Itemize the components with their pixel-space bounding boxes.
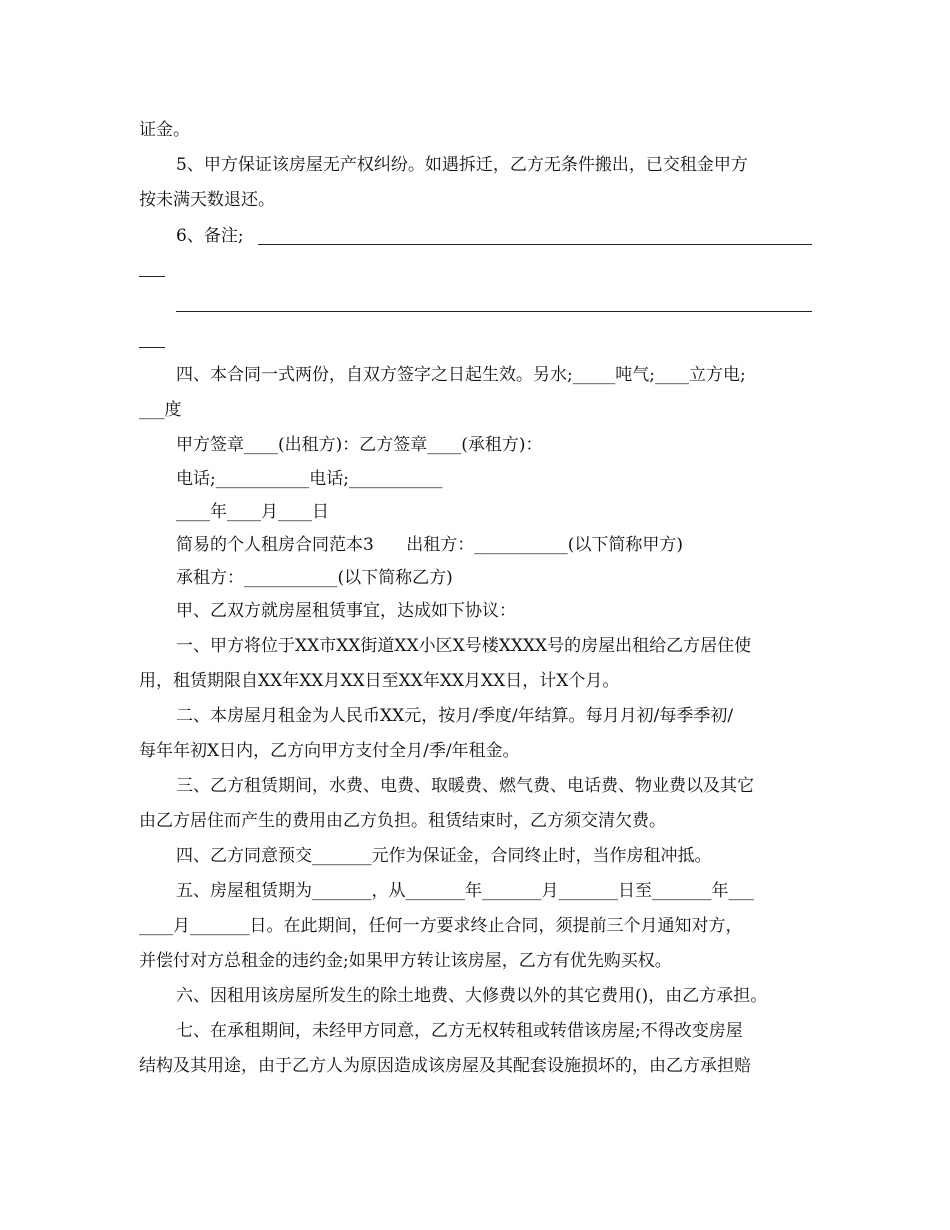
text-line: 证金。 <box>139 120 190 140</box>
text-line: 由乙方居住而产生的费用由乙方负担。租赁结束时，乙方须交清欠费。 <box>139 811 666 831</box>
text-line: 按未满天数退还。 <box>139 190 275 210</box>
text-line: 四、本合同一式两份，自双方签字之日起生效。另水;_____吨气;____立方电; <box>176 365 746 385</box>
text-line: 每年年初X日内，乙方向甲方支付全月/季/年租金。 <box>139 741 520 761</box>
text-line: 五、房屋租赁期为_______，从_______年_______月_______日至_______年___ <box>176 881 754 901</box>
text-line: ____年____月____日 <box>176 502 329 522</box>
text-line: 四、乙方同意预交_______元作为保证金，合同终止时，当作房租冲抵。 <box>176 846 712 866</box>
text-line: ___度 <box>139 400 182 420</box>
remark-blank-line <box>139 276 165 277</box>
text-line: 二、本房屋月租金为人民币XX元，按月/季度/年结算。每月月初/每季季初/ <box>176 706 734 726</box>
text-line: ____月_______日。在此期间，任何一方要求终止合同，须提前三个月通知对方， <box>139 916 743 936</box>
remark-blank-line <box>176 311 812 312</box>
text-line: 甲、乙双方就房屋租赁事宜，达成如下协议： <box>176 601 516 621</box>
text-line: 并偿付对方总租金的违约金;如果甲方转让该房屋，乙方有优先购买权。 <box>139 951 672 971</box>
text-line: 三、乙方租赁期间，水费、电费、取暖费、燃气费、电话费、物业费以及其它 <box>176 776 754 796</box>
text-line: 6、备注; <box>176 226 244 246</box>
text-line: 七、在承租期间，未经甲方同意，乙方无权转租或转借该房屋;不得改变房屋 <box>176 1021 743 1041</box>
text-line: 用，租赁期限自XX年XX月XX日至XX年XX月XX日，计X个月。 <box>139 671 620 691</box>
text-line: 5、甲方保证该房屋无产权纠纷。如遇拆迁，乙方无条件搬出，已交租金甲方 <box>176 155 748 175</box>
text-line: 电话;___________电话;___________ <box>176 469 443 489</box>
remark-blank-line <box>139 347 165 348</box>
text-line: 六、因租用该房屋所发生的除土地费、大修费以外的其它费用()，由乙方承担。 <box>176 986 768 1006</box>
text-line: 甲方签章____(出租方)：乙方签章____(承租方)： <box>176 435 543 455</box>
text-line: 简易的个人租房合同范本3 出租方：___________(以下简称甲方) <box>176 535 684 555</box>
text-line: 结构及其用途，由于乙方人为原因造成该房屋及其配套设施损坏的，由乙方承担赔 <box>139 1056 751 1076</box>
text-line: 承租方：___________(以下简称乙方) <box>176 568 453 588</box>
text-line: 一、甲方将位于XX市XX街道XX小区X号楼XXXX号的房屋出租给乙方居住使 <box>176 636 752 656</box>
remark-blank-line <box>258 244 812 245</box>
